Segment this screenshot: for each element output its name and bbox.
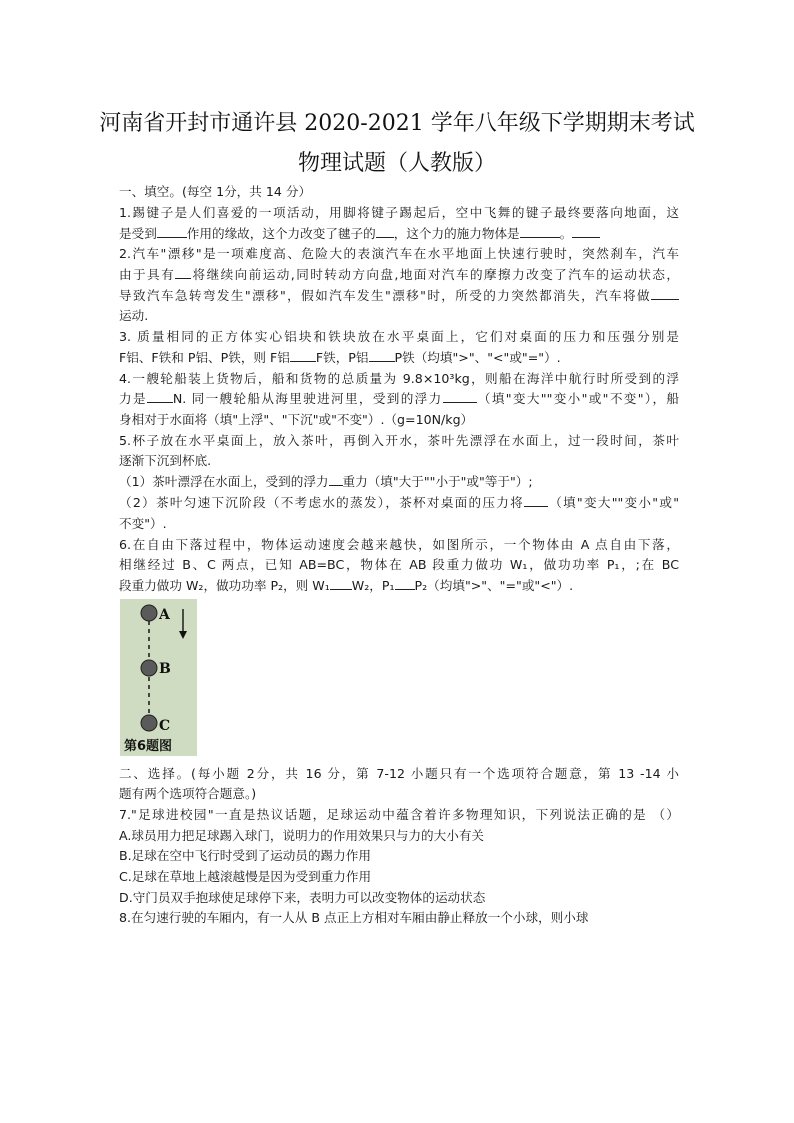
- q7-stem: 7."足球进校园"一直是热议话题，足球运动中蕴含着许多物理知识，下列说法正确的是 （）: [119, 807, 679, 822]
- answer-blank[interactable]: [147, 390, 173, 403]
- q5-line5: 不变"）.: [119, 516, 167, 531]
- free-fall-diagram: [120, 599, 197, 756]
- answer-blank[interactable]: [157, 225, 187, 238]
- q5-line4: （2）茶叶匀速下沉阶段（不考虑水的蒸发），茶杯对桌面的压力将 （填"变大""变小"或": [119, 495, 679, 510]
- q2-line3: 导致汽车急转弯发生"漂移"，假如汽车发生"漂移"时，所受的力突然都消失，汽车将做: [119, 286, 679, 306]
- exam-subtitle: 物理试题（人教版）: [297, 151, 496, 176]
- free-fall-figure: [120, 599, 197, 756]
- answer-blank[interactable]: [395, 577, 415, 590]
- q5-line1: 5.杯子放在水平桌面上，放入茶叶，再倒入开水，茶叶先漂浮在水面上，过一段时间，茶叶: [119, 433, 679, 448]
- q7-option-d: D.守门员双手抱球使足球停下来，表明力可以改变物体的运动状态: [119, 890, 486, 905]
- section1-header: 一、填空。(每空 1分，共 14 分）: [119, 184, 312, 199]
- label-a: A: [159, 607, 170, 623]
- q7-option-a: A.球员用力把足球踢入球门，说明力的作用效果只与力的大小有关: [119, 828, 485, 843]
- answer-blank[interactable]: [329, 473, 343, 486]
- section2-header-line1: 二、选择。(每小题 2分，共 16 分，第 7-12 小题只有一个选项符合题意，第 13 -14 小: [119, 766, 679, 781]
- answer-blank[interactable]: [443, 390, 477, 403]
- answer-blank[interactable]: [369, 349, 395, 362]
- q1-line1: 1.踢键子是人们喜爱的一项活动，用脚将键子踢起后，空中飞舞的键子最终要落向地面，这: [119, 205, 679, 220]
- q5-line2: 逐渐下沉到杯底.: [119, 453, 212, 468]
- q7-option-c: C.足球在草地上越滚越慢是因为受到重力作用: [119, 869, 372, 884]
- ball-c: [141, 715, 157, 731]
- q4-line3: 身相对于水面将（填"上浮"、"下沉"或"不变"）.（g=10N/kg）: [119, 412, 474, 427]
- q8-stem: 8.在匀速行驶的车厢内，有一人从 B 点正上方相对车厢由静止释放一个小球，则小球: [119, 910, 589, 925]
- q3-line1: 3. 质量相同的正方体实心铝块和铁块放在水平桌面上，它们对桌面的压力和压强分别是: [119, 329, 679, 344]
- exam-title: 河南省开封市通许县 2020-2021 学年八年级下学期期末考试: [99, 111, 695, 136]
- q5-line3: （1）茶叶漂浮在水面上，受到的浮力 重力（填"大于""小于"或"等于"）;: [119, 474, 533, 489]
- q6-line1: 6.在自由下落过程中，物体运动速度会越来越快，如图所示，一个物体由 A 点自由下落，: [119, 537, 679, 552]
- answer-blank[interactable]: [524, 494, 548, 507]
- answer-blank[interactable]: [330, 577, 352, 590]
- answer-blank[interactable]: [651, 287, 679, 300]
- label-b: B: [159, 661, 171, 677]
- q7-option-b: B.足球在空中飞行时受到了运动员的踢力作用: [119, 848, 371, 863]
- q2-line4: 运动.: [119, 308, 149, 323]
- arrow-head-icon: [179, 631, 187, 639]
- q3-line2: F铝、F铁和 P铝、P铁，则 F铝 F铁，P铝 P铁（均填">"、"<"或"="）.: [119, 350, 561, 365]
- ball-a: [141, 605, 157, 621]
- answer-blank[interactable]: [376, 225, 394, 238]
- answer-blank[interactable]: [520, 225, 560, 238]
- section2-header-line2: 题有两个选项符合题意。): [119, 786, 257, 801]
- q1-line2: 是受到 作用的缘故，这个力改变了毽子的 ，这个力的施力物体是 。: [119, 224, 679, 244]
- q6-line3: 段重力做功 W₂，做功功率 P₂，则 W₁ W₂，P₁ P₂（均填">"、"="或"<"）.: [119, 578, 574, 593]
- answer-blank[interactable]: [572, 225, 600, 238]
- answer-blank[interactable]: [175, 266, 191, 279]
- q4-line1: 4.一艘轮船装上货物后，船和货物的总质量为 9.8×10³kg，则船在海洋中航行时所受到的浮: [119, 371, 679, 386]
- ball-b: [141, 660, 157, 676]
- q2-line2: 由于具有 将继续向前运动,同时转动方向盘,地面对汽车的摩擦力改变了汽车的运动状态，: [119, 267, 679, 282]
- q4-line2: 力是 N. 同一艘轮船从海里驶进河里，受到的浮力 （填"变大""变小"或"不变"），船: [119, 391, 680, 406]
- q6-line2: 相继经过 B、C 两点，已知 AB=BC，物体在 AB 段重力做功 W₁，做功功率 P₁，;在 BC: [119, 557, 679, 572]
- answer-blank[interactable]: [290, 349, 316, 362]
- q2-line1: 2.汽车"漂移"是一项难度高、危险大的表演汽车在水平地面上快速行驶时，突然刹车，汽车: [119, 246, 679, 261]
- figure-caption: 第6题图: [124, 739, 173, 754]
- label-c: C: [159, 718, 171, 734]
